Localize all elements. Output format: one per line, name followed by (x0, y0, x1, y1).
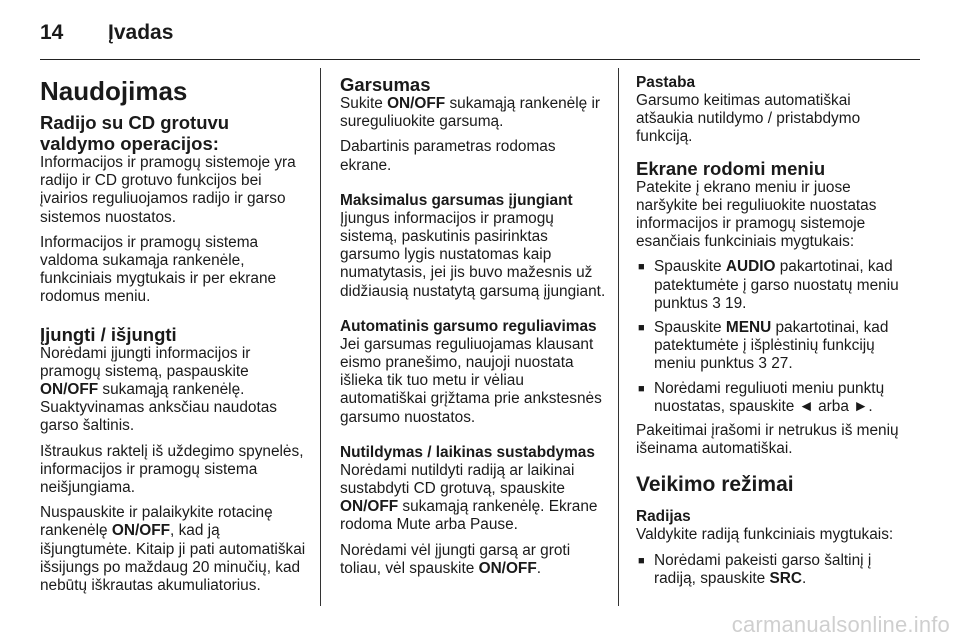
note-title: Pastaba (636, 74, 696, 91)
paragraph: Ištraukus raktelį iš uždegimo spynelės, informacijos ir pramogų sistema neišjungiama. (40, 442, 304, 497)
paragraph: Informacijos ir pramogų sistema valdoma sukamąja rankenėle, funkciniais mygtukais ir per ekrane rodomus meniu. (40, 233, 277, 306)
subheading-on-off: Įjungti / išjungti (40, 323, 177, 345)
subheading-volume: Garsumas (340, 74, 431, 95)
paragraph: Norėdami vėl įjungti garsą ar groti toliau, vėl spauskite ON/OFF. (340, 541, 571, 577)
watermark: carmanualsonline.info (731, 612, 950, 637)
page-reference: 3 19. (712, 294, 747, 312)
page-header (40, 18, 173, 48)
subheading-auto-volume: Automatinis garsumo reguliavimas (340, 317, 597, 335)
section-title: Įvadas (108, 21, 174, 44)
paragraph: Valdykite radiją funkciniais mygtukais: (636, 526, 894, 544)
page-reference: 3 27. (758, 355, 793, 373)
subheading-max-volume: Maksimalus garsumas įjungiant (340, 191, 573, 209)
list-item: ■ Spauskite MENU pakartotinai, kad patektumėte į išplėstinių funkcijų meniu punktus 3 27. (636, 319, 912, 374)
paragraph: Norėdami nutildyti radiją ar laikinai sustabdyti CD grotuvą, spauskite ON/OFF sukamąją rankenėlę. Ekrane rodoma Mute arba Pause. (340, 461, 598, 534)
paragraph: Patekite į ekrano meniu ir juose naršykite bei reguliuokite nuostatas informacijos ir pramogų sistemoje esančiais funkciniais mygtukais: (636, 178, 877, 251)
subheading-operating-modes: Veikimo režimai (636, 473, 794, 497)
subheading-radio: Radijas (636, 508, 691, 526)
paragraph: Įjungus informacijos ir pramogų sistemą, paskutinis pasirinktas garsumo lygis nustatomas kaip numatytasis, jei jis buvo mažesnis už didžiausią nustatytą garsumą įjungiant. (340, 209, 606, 300)
column-divider-1 (320, 68, 321, 606)
header-rule (40, 59, 920, 60)
subheading-mute: Nutildymas / laikinas sustabdymas (340, 443, 595, 461)
column-1 (40, 74, 308, 602)
paragraph: Pakeitimai įrašomi ir netrukus iš menių išeinama automatiškai. (636, 422, 899, 458)
list-item: ■ Norėdami reguliuoti meniu punktų nuostatas, spauskite ◄ arba ►. (636, 380, 912, 416)
paragraph: Informacijos ir pramogų sistemoje yra radijo ir CD grotuvo funkcijos bei įvairios reguliuojamos radijo ir garso sistemos nuostatos. (40, 154, 296, 226)
menu-steps-list (636, 258, 912, 416)
note-text: Garsumo keitimas automatiškai atšaukia nutildymo / pristabdymo funkciją. (636, 92, 861, 146)
page-title: Naudojimas (40, 76, 188, 106)
list-item: ■ Norėdami pakeisti garso šaltinį į radiją, spauskite SRC. (636, 552, 912, 588)
paragraph: Jei garsumas reguliuojamas klausant eismo pranešimo, naujoji nuostata išlieka tik tuo metu ir vėliau automatiškai grįžtama prie ankstesnės garsumo nuostatos. (340, 335, 602, 426)
radio-steps-list (636, 552, 912, 588)
column-2 (340, 74, 608, 585)
page-number: 14 (40, 21, 64, 44)
paragraph: Sukite ON/OFF sukamąją rankenėlę ir sureguliuokite garsumą. (340, 95, 601, 131)
paragraph: Nuspauskite ir palaikykite rotacinę rankenėlę ON/OFF, kad ją išjungtumėte. Kitaip ji pati automatiškai išsijungs po maždaug 20 minučių, kad nebūtų iškrautas akumuliatorius. (40, 504, 306, 595)
paragraph: Dabartinis parametras rodomas ekrane. (340, 138, 556, 174)
subheading-screen-menus: Ekrane rodomi meniu (636, 157, 826, 179)
list-item: ■ Spauskite AUDIO pakartotinai, kad patektumėte į garso nuostatų meniu punktus 3 19. (636, 258, 912, 313)
subheading-radio-cd: Radijo su CD grotuvu valdymo operacijos: (40, 112, 230, 154)
paragraph: Norėdami įjungti informacijos ir pramogų sistemą, paspauskite ON/OFF sukamąją rankenėlę. Suaktyvinamas anksčiau naudotas garso šaltinis. (40, 344, 277, 435)
column-3 (636, 74, 912, 594)
column-divider-2 (618, 68, 619, 606)
